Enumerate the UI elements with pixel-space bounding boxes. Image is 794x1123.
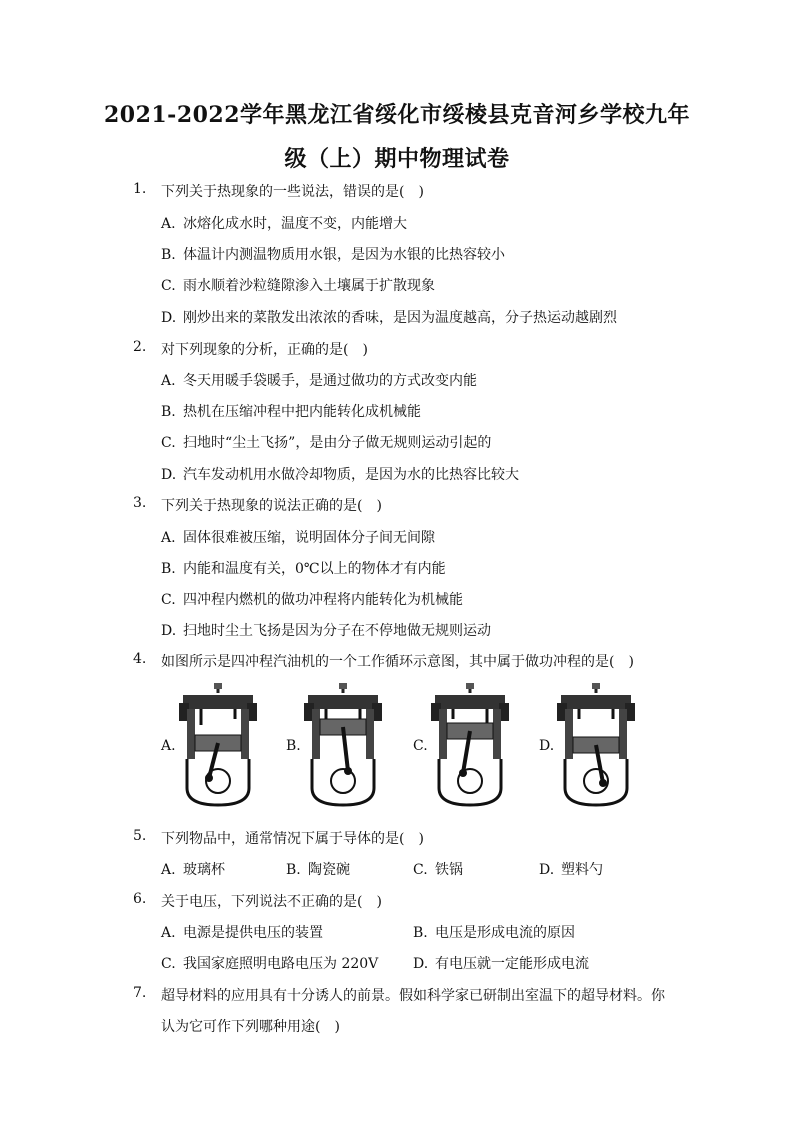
question-text: 下列关于热现象的说法正确的是( ) xyxy=(161,498,382,514)
option-b[interactable]: B. 内能和温度有关，0℃以上的物体才有内能 xyxy=(161,561,446,577)
option-c[interactable]: C. 我国家庭照明电路电压为 220V xyxy=(161,956,379,972)
option-d[interactable]: D. 塑料勺 xyxy=(539,862,603,878)
option-d[interactable]: D. 扫地时尘土飞扬是因为分子在不停地做无规则运动 xyxy=(161,623,491,639)
option-c[interactable]: C. 雨水顺着沙粒缝隙渗入土壤属于扩散现象 xyxy=(161,278,435,294)
engine-diagram-c[interactable] xyxy=(431,683,509,808)
option-a[interactable]: A. 冰熔化成水时，温度不变，内能增大 xyxy=(161,216,407,232)
engine-diagram-d[interactable] xyxy=(557,683,635,808)
option-c[interactable]: C. 铁锅 xyxy=(413,862,463,878)
question-number: 7. xyxy=(133,985,147,1001)
option-b[interactable]: B. 热机在压缩冲程中把内能转化成机械能 xyxy=(161,404,421,420)
question-text: 超导材料的应用具有十分诱人的前景。假如科学家已研制出室温下的超导材料。你 xyxy=(161,988,665,1004)
question-text: 下列关于热现象的一些说法，错误的是( ) xyxy=(161,184,424,200)
option-d[interactable]: D. 刚炒出来的菜散发出浓浓的香味，是因为温度越高，分子热运动越剧烈 xyxy=(161,310,617,326)
question-number: 3. xyxy=(133,495,147,511)
question-text: 如图所示是四冲程汽油机的一个工作循环示意图，其中属于做功冲程的是( ) xyxy=(161,654,634,670)
option-b[interactable]: B. xyxy=(286,738,301,754)
question-number: 4. xyxy=(133,651,147,667)
option-a[interactable]: A. 固体很难被压缩，说明固体分子间无间隙 xyxy=(161,530,435,546)
option-a[interactable]: A. 玻璃杯 xyxy=(161,862,225,878)
option-b[interactable]: B. 陶瓷碗 xyxy=(286,862,350,878)
question-text: 对下列现象的分析，正确的是( ) xyxy=(161,342,368,358)
option-d[interactable]: D. 有电压就一定能形成电流 xyxy=(413,956,589,972)
question-text: 关于电压，下列说法不正确的是( ) xyxy=(161,894,382,910)
option-d[interactable]: D. xyxy=(539,738,555,754)
question-text-continued: 认为它可作下列哪种用途( ) xyxy=(161,1019,340,1035)
option-a[interactable]: A. 电源是提供电压的装置 xyxy=(161,925,323,941)
option-c[interactable]: C. xyxy=(413,738,428,754)
exam-title-line-2: 级（上）期中物理试卷 xyxy=(284,146,510,172)
option-d[interactable]: D. 汽车发动机用水做冷却物质，是因为水的比热容比较大 xyxy=(161,467,519,483)
question-number: 5. xyxy=(133,828,147,844)
question-number: 1. xyxy=(133,181,147,197)
option-c[interactable]: C. 四冲程内燃机的做功冲程将内能转化为机械能 xyxy=(161,592,463,608)
option-b[interactable]: B. 体温计内测温物质用水银，是因为水银的比热容较小 xyxy=(161,247,505,263)
question-text: 下列物品中，通常情况下属于导体的是( ) xyxy=(161,831,424,847)
exam-title-line-1: 2021-2022学年黑龙江省绥化市绥棱县克音河乡学校九年 xyxy=(103,102,691,128)
option-c[interactable]: C. 扫地时“尘土飞扬”，是由分子做无规则运动引起的 xyxy=(161,435,492,451)
option-b[interactable]: B. 电压是形成电流的原因 xyxy=(413,925,575,941)
engine-diagram-b[interactable] xyxy=(304,683,382,808)
option-a[interactable]: A. xyxy=(161,738,176,754)
question-number: 6. xyxy=(133,891,147,907)
engine-diagram-a[interactable] xyxy=(179,683,257,808)
option-a[interactable]: A. 冬天用暖手袋暖手，是通过做功的方式改变内能 xyxy=(161,373,477,389)
question-number: 2. xyxy=(133,339,147,355)
